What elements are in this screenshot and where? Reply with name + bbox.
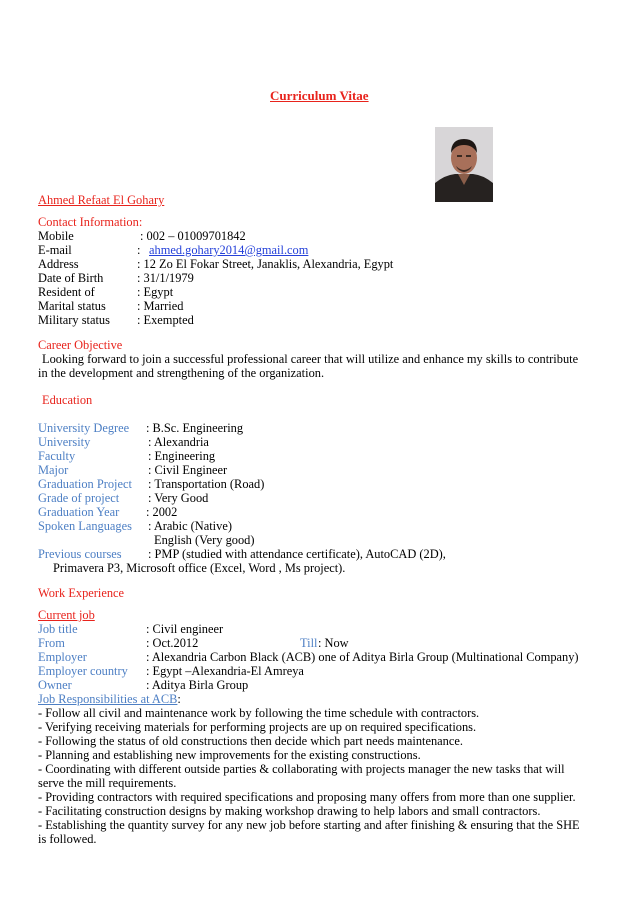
responsibility-item: - Providing contractors with required specifications and proposing many offers from more than one supplier.	[38, 790, 576, 804]
edu-label-project: Graduation Project	[38, 477, 132, 491]
edu-value-project: : Transportation (Road)	[148, 477, 265, 491]
edu-value-courses-cont: Primavera P3, Microsoft office (Excel, Word , Ms project).	[53, 561, 346, 575]
edu-label-university: University	[38, 435, 91, 449]
work-label-country: Employer country	[38, 664, 128, 678]
profile-photo	[435, 127, 493, 202]
education-heading: Education	[42, 393, 93, 407]
responsibility-item: - Establishing the quantity survey for any new job before starting and after finishing & ensuring that the SHE is followed.	[38, 818, 580, 846]
edu-label-degree: University Degree	[38, 421, 130, 435]
email-link[interactable]: ahmed.gohary2014@gmail.com	[149, 243, 309, 257]
work-value-country: : Egypt –Alexandria-El Amreya	[146, 664, 304, 678]
resident-label: Resident of	[38, 285, 95, 299]
edu-label-year: Graduation Year	[38, 505, 120, 519]
responsibility-item: - Verifying receiving materials for performing projects are up on required specifications.	[38, 720, 477, 734]
email-colon: :	[137, 243, 141, 257]
work-label-from: From	[38, 636, 65, 650]
responsibility-item: - Planning and establishing new improvements for the existing constructions.	[38, 748, 421, 762]
work-label-owner: Owner	[38, 678, 72, 692]
responsibility-item: - Facilitating construction designs by making workshop drawing to help labors and small contractors.	[38, 804, 541, 818]
edu-label-courses: Previous courses	[38, 547, 122, 561]
work-value-owner: : Aditya Birla Group	[146, 678, 249, 692]
email-label: E-mail	[38, 243, 72, 257]
edu-value-university: : Alexandria	[148, 435, 209, 449]
work-heading: Work Experience	[38, 586, 125, 600]
responsibilities-colon: :	[177, 692, 181, 706]
edu-value-major: : Civil Engineer	[148, 463, 228, 477]
mobile-value: : 002 – 01009701842	[140, 229, 246, 243]
edu-value-languages: : Arabic (Native)	[148, 519, 232, 533]
edu-value-courses: : PMP (studied with attendance certificate), AutoCAD (2D),	[148, 547, 446, 561]
address-value: : 12 Zo El Fokar Street, Janaklis, Alexandria, Egypt	[137, 257, 394, 271]
marital-value: : Married	[137, 299, 184, 313]
edu-label-grade: Grade of project	[38, 491, 120, 505]
edu-label-faculty: Faculty	[38, 449, 76, 463]
edu-value-year: : 2002	[146, 505, 178, 519]
responsibilities-heading: Job Responsibilities at ACB	[38, 692, 178, 706]
mobile-label: Mobile	[38, 229, 74, 243]
work-label-employer: Employer	[38, 650, 87, 664]
candidate-name: Ahmed Refaat El Gohary	[38, 193, 165, 207]
edu-value-degree: : B.Sc. Engineering	[146, 421, 244, 435]
edu-label-major: Major	[38, 463, 69, 477]
marital-label: Marital status	[38, 299, 106, 313]
dob-value: : 31/1/1979	[137, 271, 194, 285]
career-heading: Career Objective	[38, 338, 123, 352]
edu-value-faculty: : Engineering	[148, 449, 216, 463]
dob-label: Date of Birth	[38, 271, 104, 285]
responsibility-item: - Following the status of old constructions then decide which part needs maintenance.	[38, 734, 463, 748]
work-label-till: Till	[300, 636, 318, 650]
address-label: Address	[38, 257, 79, 271]
work-value-title: : Civil engineer	[146, 622, 224, 636]
responsibility-item: - Coordinating with different outside parties & collaborating with projects manager the new tasks that will serve the mill requirements.	[38, 762, 565, 790]
edu-value-languages-extra: English (Very good)	[154, 533, 255, 547]
career-text: Looking forward to join a successful professional career that will utilize and enhance my skills to contribute in the development and strengthening of the organization.	[38, 352, 579, 380]
work-value-employer: : Alexandria Carbon Black (ACB) one of Aditya Birla Group (Multinational Company)	[146, 650, 579, 664]
responsibilities-heading-line	[38, 692, 181, 706]
contact-heading: Contact Information:	[38, 215, 143, 229]
resident-value: : Egypt	[137, 285, 174, 299]
military-value: : Exempted	[137, 313, 194, 327]
current-job-heading: Current job	[38, 608, 95, 622]
work-value-till: : Now	[318, 636, 349, 650]
military-label: Military status	[38, 313, 110, 327]
work-label-title: Job title	[38, 622, 78, 636]
edu-label-languages: Spoken Languages	[38, 519, 132, 533]
responsibility-item: - Follow all civil and maintenance work by following the time schedule with contractors.	[38, 706, 480, 720]
page-title: Curriculum Vitae	[270, 88, 369, 103]
work-value-from: : Oct.2012	[146, 636, 199, 650]
edu-value-grade: : Very Good	[148, 491, 209, 505]
